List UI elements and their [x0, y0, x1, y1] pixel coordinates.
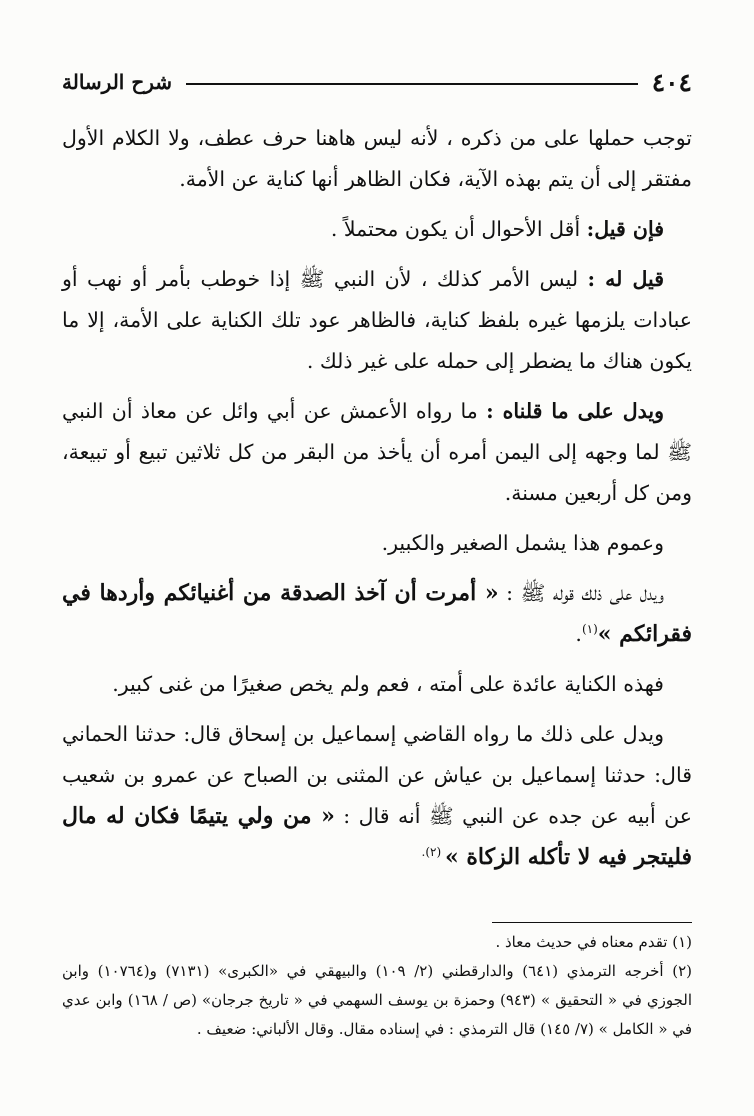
page-header [62, 62, 692, 102]
running-title: شرح الرسالة [62, 70, 173, 94]
paragraph: توجب حملها على من ذكره ، لأنه ليس هاهنا حرف عطف، ولا الكلام الأول مفتقر إلى أن يتم بهذه الآية، فكان الظاهر أنها كناية عن الأمة. [62, 126, 692, 191]
paragraph: وعموم هذا يشمل الصغير والكبير. [381, 531, 664, 555]
footnote-ref: (١) [581, 622, 598, 637]
footnote-separator [492, 922, 692, 923]
header-rule [186, 83, 638, 85]
paragraph: فهذه الكناية عائدة على أمته ، فعم ولم يخص صغيرًا من غنى كبير. [112, 672, 664, 696]
footnote: (٢) أخرجه الترمذي (٦٤١) والدارقطني (٢/ ١٠٩) والبيهقي في «الكبرى» (٧١٣١) و(١٠٧٦٤) وابن الجوزي في « التحقيق » (٩٤٣) وحمزة بن يوسف السهمي في « تاريخ جرجان» (ص / ١٦٨) وابن عدي في « الكامل » (٧/ ١٤٥) قال الترمذي : في إسناده مقال. وقال الألباني: ضعيف . [62, 962, 692, 1038]
paragraph-lead: ويدل على ما قلناه : [486, 399, 664, 423]
paragraph-lead: قيل له : [587, 267, 664, 291]
hadith-paragraph: ويدل على ذلك ما رواه القاضي إسماعيل بن إسحاق قال: حدثنا الحماني قال: حدثنا إسماعيل بن عياش عن المثنى بن الصباح عن عمرو بن شعيب عن أبيه عن جده عن النبي ﷺ أنه قال : « من ولي يتيمًا فكان له مال فليتجر فيه لا تأكله الزكاة » $^{(٢).}$ [62, 722, 692, 870]
paragraph-lead: فإن قيل: [586, 217, 664, 241]
paragraph: قيل له : ليس الأمر كذلك ، لأن النبي ﷺ إذا خوطب بأمر أو نهب أو عبادات يلزمها غيره بلفظ كناية، فالظاهر عود تلك الكناية على الأمة، إلا ما يكون هناك ما يضطر إلى حمله على غير ذلك . [62, 267, 692, 373]
hadith-quote: « أمرت أن آخذ الصدقة من أغنيائكم وأردها في فقرائكم » [62, 580, 692, 647]
main-text [62, 118, 692, 887]
paragraph: ويدل على ما قلناه : ما رواه الأعمش عن أبي وائل عن معاذ أن النبي ﷺ لما وجهه إلى اليمن أمره أن يأخذ من البقر من كل ثلاثين تبيع أو تبيعة، ومن كل أربعين مسنة. [62, 399, 692, 505]
footnote-ref: (٢). [421, 845, 445, 860]
hadith-quote: « من ولي يتيمًا فكان له مال فليتجر فيه لا تأكله الزكاة » [62, 803, 692, 870]
footnotes [62, 928, 692, 1044]
hadith-paragraph: ويدل على ذلك قوله ﷺ : « أمرت أن آخذ الصدقة من أغنيائكم وأردها في فقرائكم »$^{(١)}$. [62, 580, 692, 647]
page-number: ٤٠٤ [651, 67, 692, 97]
paragraph: فإن قيل: أقل الأحوال أن يكون محتملاً . [330, 217, 664, 241]
footnote: (١) تقدم معناه في حديث معاذ . [495, 933, 692, 951]
